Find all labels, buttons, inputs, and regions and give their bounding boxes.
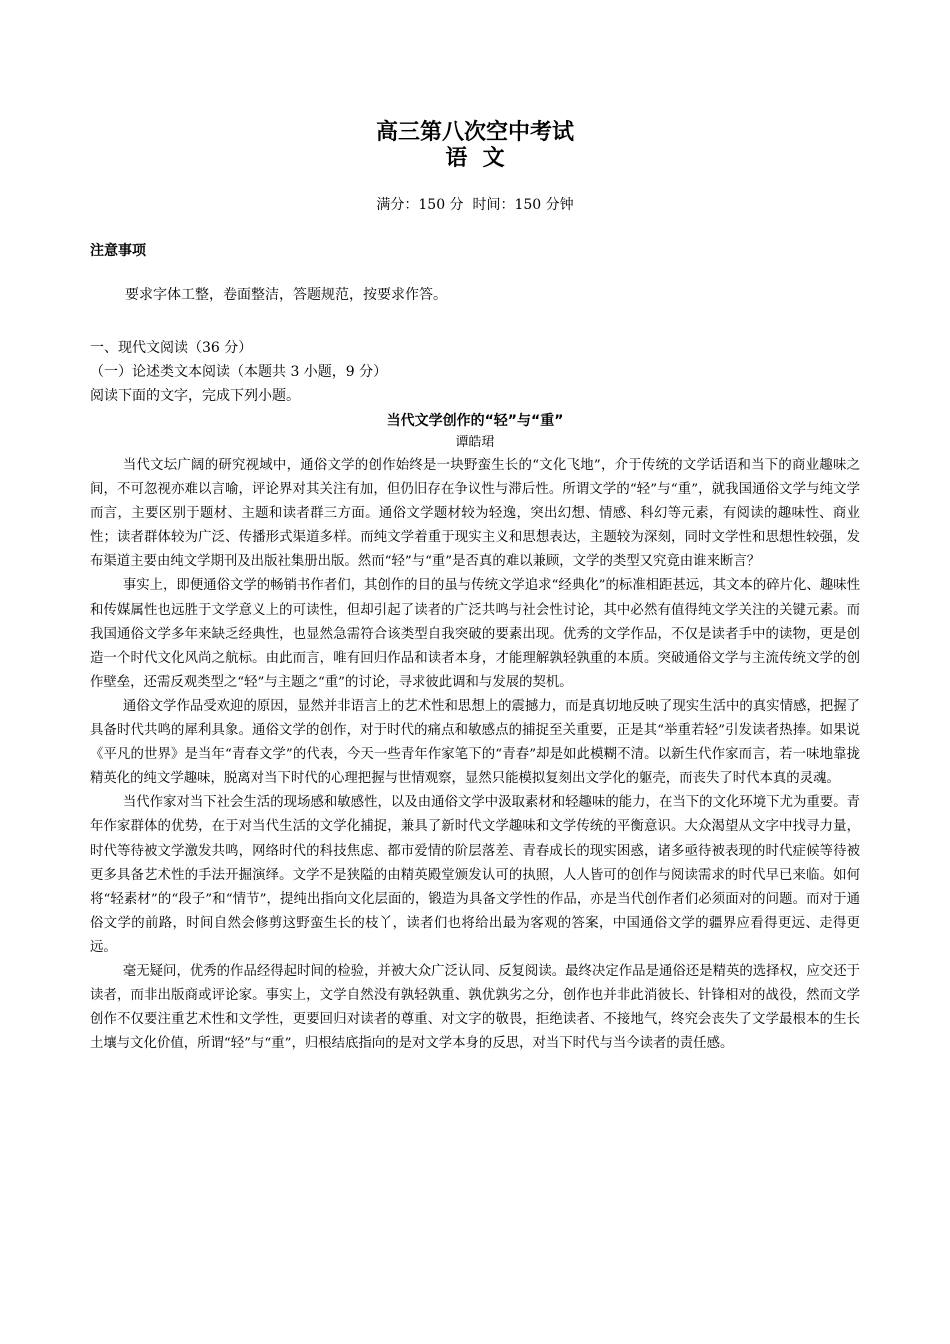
section-heading: 一、现代文阅读（36 分）	[90, 340, 253, 356]
article-paragraph: 当代作家对当下社会生活的现场感和敏感性，以及由通俗文学中汲取素材和轻趣味的能力，在当下的文化环境下尤为重要。青年作家群体的优势，在于对当代生活的文学化捕捉，兼具了新时代文学趣味和文学传统的平衡意识。大众渴望从文字中找寻力量，时代等待被文学激发共鸣，网络时代的科技焦虑、都市爱情的阶层落差、青春成长的现实困惑，诸多亟待被表现的时代症候等待被更多具备艺术性的手法开掘演绎。文学不是狭隘的由精英殿堂颁发认可的执照，人人皆可的创作与阅读需求的时代早已来临。如何将“轻素材”的“段子”和“情节”，提纯出指向文化层面的，锻造为具备文学性的作品，亦是当代创作者们必须面对的问题。而对于通俗文学的前路，时间自然会修剪这野蛮生长的枝丫，读者们也将给出最为客观的答案，中国通俗文学的疆界应看得更远、走得更远。	[90, 795, 860, 955]
article-paragraph: 事实上，即便通俗文学的畅销书作者们，其创作的目的虽与传统文学追求“经典化”的标准相距甚远，其文本的碎片化、趣味性和传媒属性也远胜于文学意义上的可读性，但却引起了读者的广泛共鸣与社会性讨论，其中必然有值得纯文学关注的关键元素。而我国通俗文学多年来缺乏经典性，也显然急需符合该类型自我突破的要素出现。优秀的文学作品，不仅是读者手中的读物，更是创造一个时代文化风尚之航标。由此而言，唯有回归作品和读者本身，才能理解孰轻孰重的本质。突破通俗文学与主流传统文学的创作壁垒，还需反观类型之“轻”与主题之“重”的讨论，寻求彼此调和与发展的契机。	[90, 578, 860, 690]
article-title: 当代文学创作的“轻”与“重”	[386, 413, 564, 429]
article-paragraph: 通俗文学作品受欢迎的原因，显然并非语言上的艺术性和思想上的震撼力，而是真切地反映了现实生活中的真实情感，把握了具备时代共鸣的犀利具象。通俗文学的创作，对于时代的痛点和敏感点的捕捉至关重要，正是其“举重若轻”引发读者热捧。如果说《平凡的世界》是当年“青春文学”的代表，今天一些青年作家笔下的“青春”却是如此模糊不清。以新生代作家而言，若一味地靠拢精英化的纯文学趣味，脱离对当下时代的心理把握与世情观察，显然只能模拟复刻出文学化的躯壳，而丧失了时代本真的灵魂。	[90, 698, 860, 787]
reading-instruction: 阅读下面的文字，完成下列小题。	[90, 388, 300, 404]
notice-heading: 注意事项	[90, 243, 146, 259]
subsection-heading: （一）论述类文本阅读（本题共 3 小题，9 分）	[90, 364, 388, 380]
notice-body: 要求字体工整，卷面整洁，答题规范，按要求作答。	[125, 287, 447, 303]
exam-title: 高三第八次空中考试	[375, 120, 574, 145]
article-paragraph: 毫无疑问，优秀的作品经得起时间的检验，并被大众广泛认同、反复阅读。最终决定作品是通俗还是精英的选择权，应交还于读者，而非出版商或评论家。事实上，文学自然没有孰轻孰重、孰优孰劣之分，创作也并非此消彼长、针锋相对的战役，然而文学创作不仅要注重艺术性和文学性，更要回归对读者的尊重、对文字的敬畏，拒绝读者、不接地气，终究会丧失了文学最根本的生长土壤与文化价值，所谓“轻”与“重”，归根结底指向的是对文学本身的反思，对当下时代与当今读者的责任感。	[90, 963, 860, 1052]
exam-subject: 语 文	[445, 146, 505, 171]
exam-page	[90, 120, 860, 1056]
score-time-line: 满分：150 分 时间：150 分钟	[376, 197, 574, 213]
article-paragraph: 当代文坛广阔的研究视域中，通俗文学的创作始终是一块野蛮生长的“文化飞地”，介于传统的文学话语和当下的商业趣味之间，不可忽视亦难以言喻，评论界对其关注有加，但仍旧存在争议性与滞后性。所谓文学的“轻”与“重”，就我国通俗文学与纯文学而言，主要区别于题材、主题和读者群三方面。通俗文学题材较为轻逸，突出幻想、情感、科幻等元素，有阅读的趣味性、商业性；读者群体较为广泛、传播形式渠道多样。而纯文学着重于现实主义和思想表达，主题较为深刻，同时文学性和思想性较强，发布渠道主要由纯文学期刊及出版社集册出版。然而“轻”与“重”是否真的难以兼顾，文学的类型又究竟由谁来断言？	[90, 458, 860, 570]
article-author: 谭皓珺	[455, 435, 495, 450]
